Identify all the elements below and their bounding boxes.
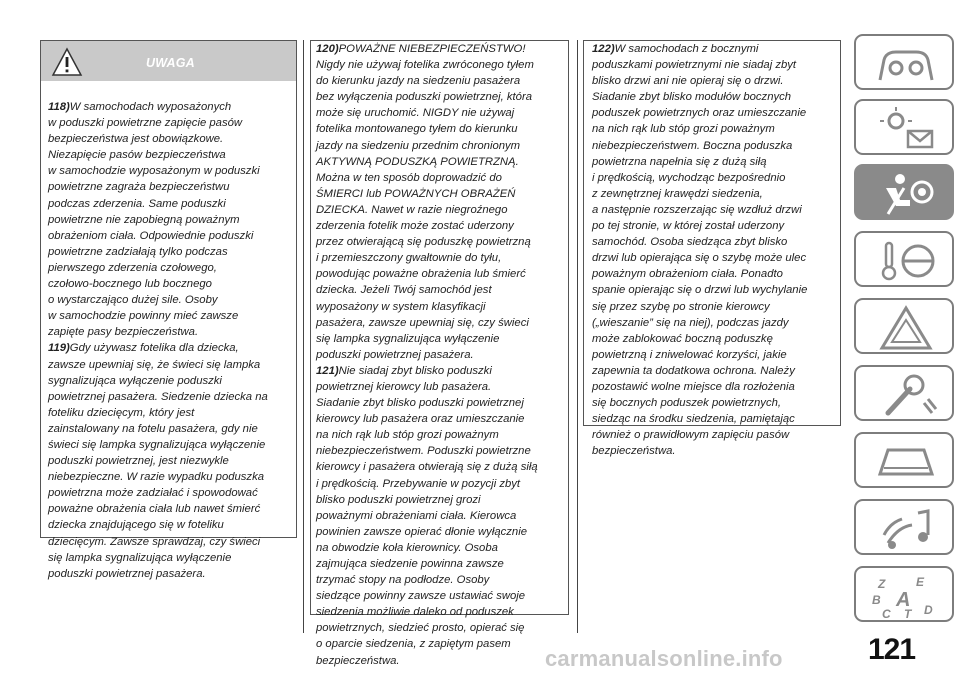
column2-body-text: 120)POWAŻNE NIEBEZPIECZEŃSTWO! Nigdy nie używaj fotelika zwróconego tyłem do kierunku jazdy na siedzeniu pasażera bez wyłączenia poduszki powietrznej, która może się uruchomić. NIGDY nie używaj fotelika montowanego tyłem do kierunku jazdy na siedzeniu przednim chronionym AKTYWNĄ PODUSZKĄ POWIETRZNĄ. Można w ten sposób doprowadzić do ŚMIERCI lub POWAŻNYCH OBRAŻEŃ DZIECKA. Nawet w razie niegroźnego zderzenia fotelik może zostać uderzony przez otwierającą się poduszkę powietrzną i przemieszczony gwałtownie do tyłu, powodując poważne obrażenia lub śmierć dziecka. Jeżeli Twój samochód jest wyposażony w system klasyfikacji pasażera, zawsze upewniaj się, czy świeci się lampka sygnalizująca wyłączenie poduszki powietrznej pasażera. 121)Nie siadaj zbyt blisko poduszki powietrznej kierowcy lub pasażera. Siadanie zbyt blisko poduszki powietrznej kierowcy lub pasażera oraz umieszczanie na nich rąk lub stóp grozi poważnym niebezpieczeństwem. Poduszki powietrzne kierowcy i pasażera otwierają się z dużą siłą i prędkością. Przebywanie w pozycji zbyt blisko poduszki powietrznej grozi poważnymi obrażeniami ciała. Kierowca powinien zawsze opierać dłonie wyłącznie na obwodzie koła kierownicy. Osoba zajmująca siedzenie powinna zawsze trzymać stopy na podłodze. Osoby siedzące powinny zawsze ustawiać swoje siedzenia możliwie daleko od poduszek powietrznych, siedzieć prosto, opierać się o oparcie siedzenia, z zapiętym pasem bezpieczeństwa. [316,43,538,667]
tab-starting-driving[interactable] [854,231,954,287]
tab-warning-lights[interactable] [854,99,954,155]
column-divider [577,40,578,633]
seat-airbag-icon [870,170,942,218]
index-letter: E [916,575,925,589]
warning-title: UWAGA [146,56,195,70]
tab-emergency[interactable] [854,298,954,354]
warning-body-text: 118)W samochodach wyposażonych w poduszki powietrzne zapięcie pasów bezpieczeństwa jest obowiązkowe. Niezapięcie pasów bezpieczeństwa w samochodzie wyposażonym w poduszki powietrzne zagraża bezpieczeństwu podczas zderzenia. Same poduszki powietrzne nie zapobiegną poważnym obrażeniom ciała. Odpowiednie poduszki powietrzne zadziałają tylko podczas pierwszego zderzenia czołowego, czołowo-bocznego lub bocznego o wystarczająco dużej sile. Osoby w samochodzie powinny mieć zawsze zapięte pasy bezpieczeństwa. 119)Gdy używasz fotelika dla dziecka, zawsze upewniaj się, że świeci się lampka sygnalizująca wyłączenie poduszki powietrznej pasażera. Siedzenie dziecka na foteliku dziecięcym, który jest zainstalowany na fotelu pasażera, gdy nie świeci się lampka sygnalizująca wyłączenie poduszki powietrznej, jest niezwykle niebezpieczne. W razie wypadku poduszka powietrzna może zadziałać i spowodować poważne obrażenia ciała lub nawet śmierć dziecka znajdującego się w foteliku dziecięcym. Zawsze sprawdzaj, czy świeci się lampka sygnalizująca wyłączenie poduszki powietrznej pasażera. [48,101,268,580]
watermark: carmanualsonline.info [545,646,783,671]
tab-maintenance[interactable] [854,365,954,421]
warning-box [40,40,297,580]
emergency-triangle-icon [870,304,942,352]
index-letter: C [882,607,891,620]
technical-data-icon [870,438,942,486]
index-letter: A [896,589,911,611]
tab-index[interactable] [854,566,954,622]
warning-triangle-icon [51,47,83,77]
maintenance-wrench-icon [870,371,942,419]
tab-safety[interactable] [854,164,954,220]
warning-lights-icon [870,105,942,153]
index-letter: B [872,593,881,607]
column3-body-text: 122)W samochodach z bocznymi poduszkami powietrznymi nie siadaj zbyt blisko drzwi ani nie opieraj się o drzwi. Siadanie zbyt blisko modułów bocznych poduszek powietrznych oraz umieszczanie na nich rąk lub stóp grozi poważnym niebezpieczeństwem. Boczna poduszka powietrzna napełnia się z dużą siłą i prędkością, wychodząc bezpośrednio z zewnętrznej krawędzi siedzenia, a następnie rozszerzając się wzdłuż drzwi po tej stronie, w której został uderzony samochód. Osoba siedząca zbyt blisko drzwi lub opierająca się o szybę może ulec poważnym obrażeniom ciała. Ponadto spanie opierając się o drzwi lub wychylanie się przez szybę po stronie kierowcy („wieszanie” się na niej), podczas jazdy może zablokować boczną poduszkę powietrzną i zniwelować korzyści, jakie zapewnia ta dodatkowa ochrona. Należy pozostawić wolne miejsce dla rozłożenia się bocznych poduszek powietrznych, siedząc na środku siedzenia, pamiętając również o prawidłowym zapięciu pasów bezpieczeństwa. [592,43,808,458]
warning-box-continued [310,40,569,667]
warning-box-continued [583,40,841,458]
index-letter: D [924,603,933,617]
multimedia-icon [870,505,942,553]
page-number: 121 [868,633,916,666]
key-steering-wheel-icon [870,237,942,285]
car-dashboard-icon [870,40,942,88]
index-letter: Z [878,577,886,591]
column-divider [303,40,304,633]
tab-dashboard[interactable] [854,34,954,90]
index-letter: T [904,607,912,620]
alphabetical-index-icon [870,572,942,620]
tab-technical-data[interactable] [854,432,954,488]
tab-multimedia[interactable] [854,499,954,555]
warning-header [41,41,296,81]
